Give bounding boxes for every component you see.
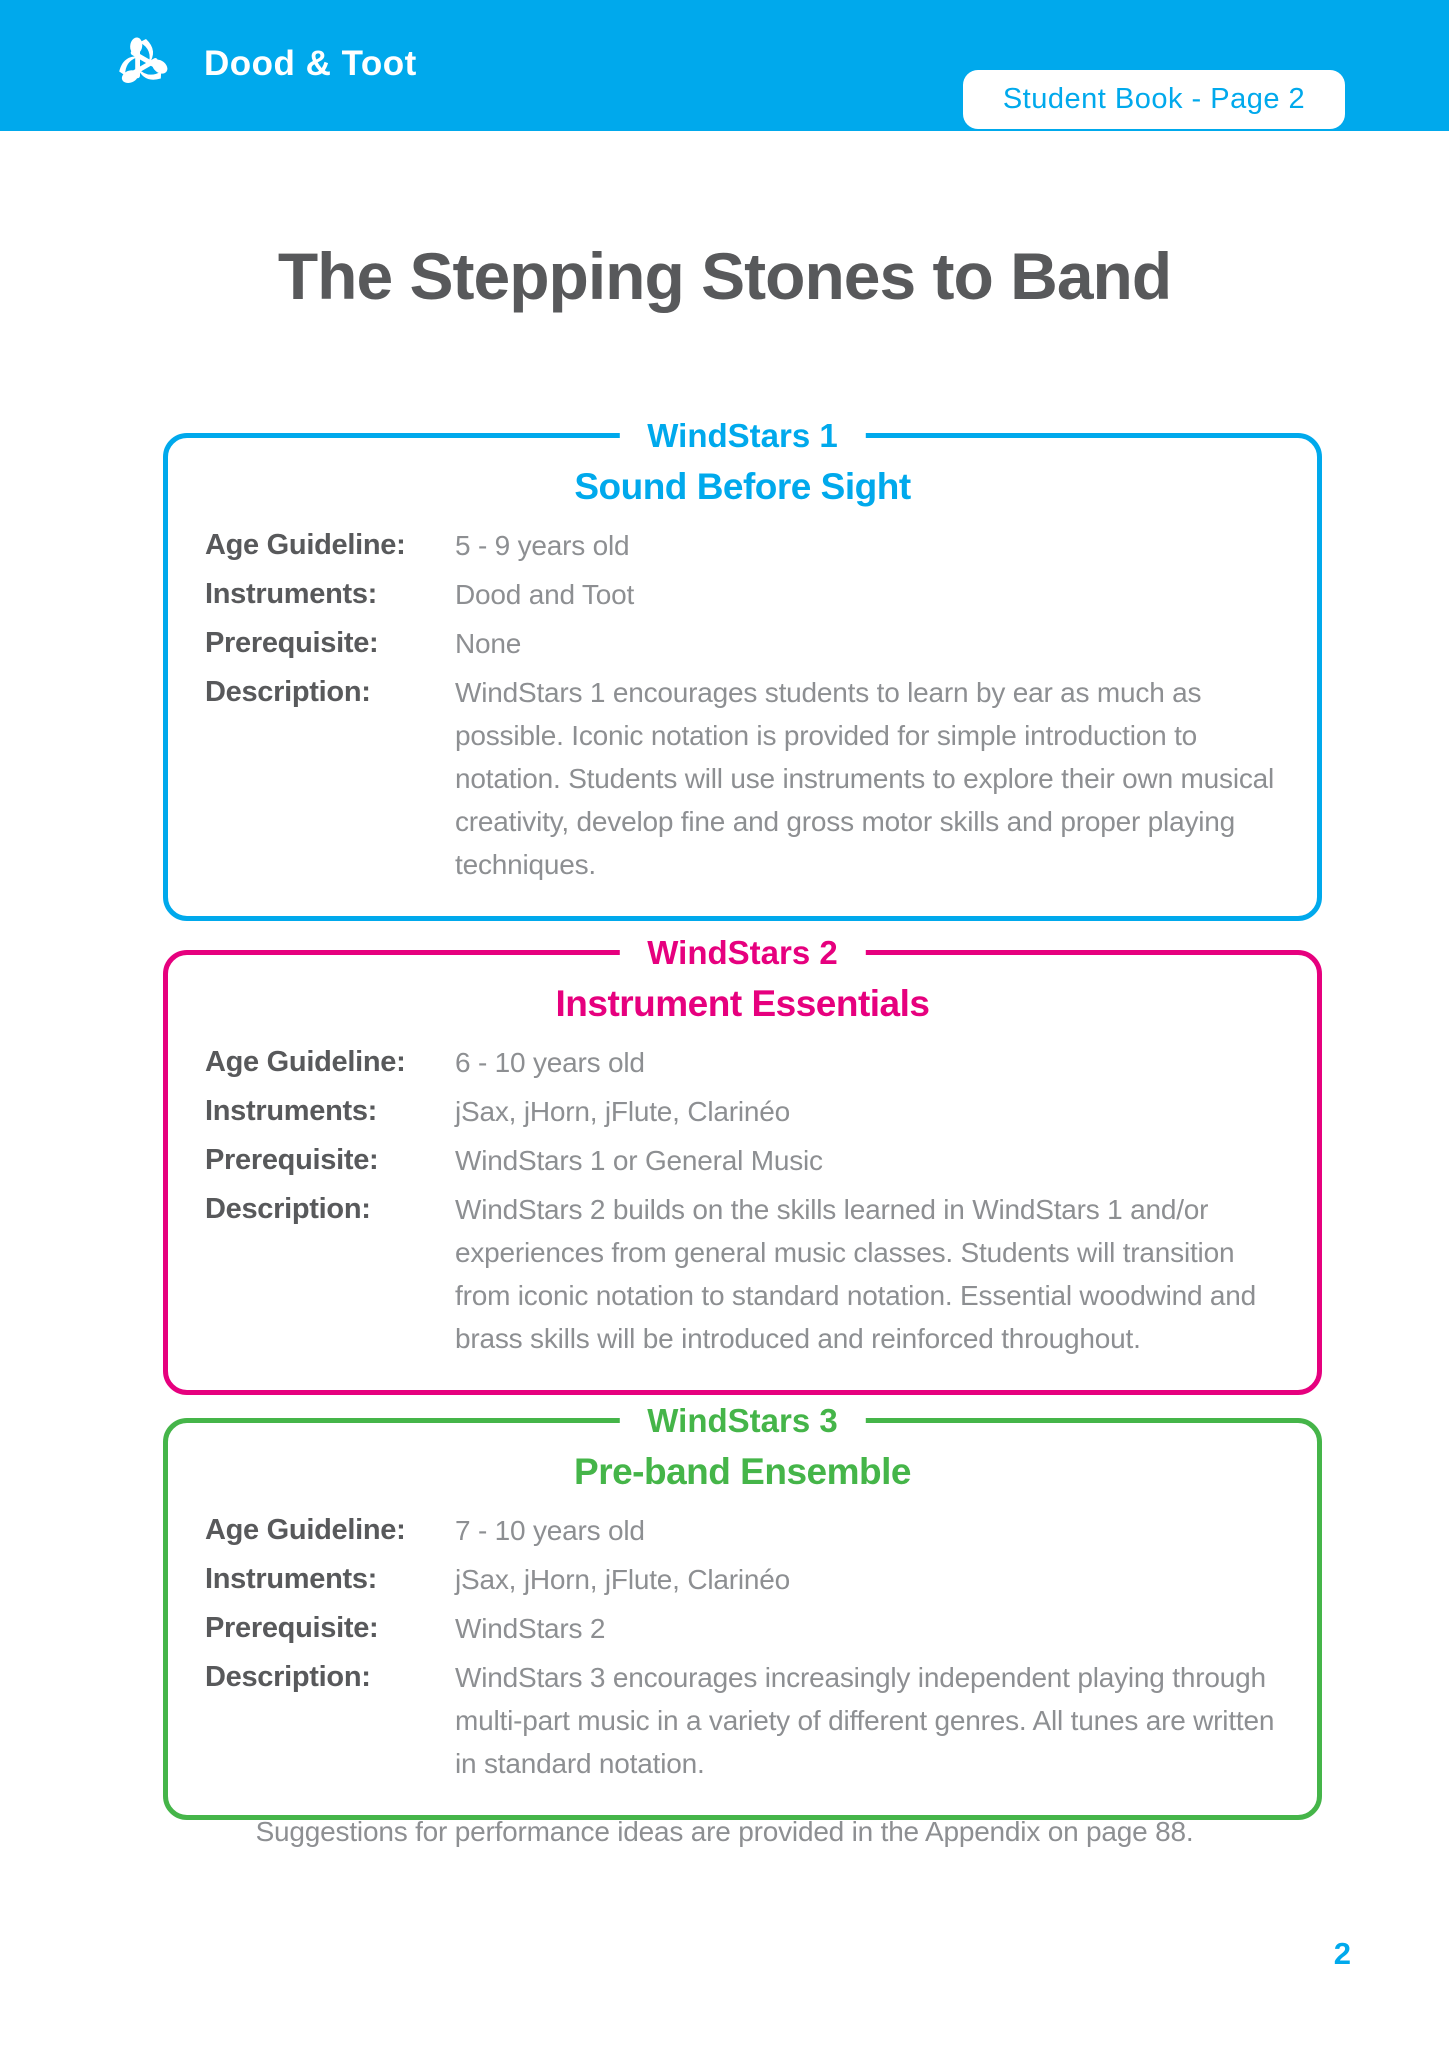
windstars-2-card xyxy=(163,934,1322,1395)
field-label: Age Guideline: xyxy=(205,1046,406,1078)
field-value: WindStars 1 or General Music xyxy=(455,1145,823,1176)
music-notes-logo-icon xyxy=(102,23,182,108)
windstars-2-fields xyxy=(168,1041,1317,1390)
windstars-2-tab-label: WindStars 2 xyxy=(619,934,865,972)
field-label: Description: xyxy=(205,676,371,708)
field-value: WindStars 1 encourages students to learn by ear as much as possible. Iconic notation is provided for simple introduction to notation. Students will use instruments to explore their own musical creativity, develop fine and gross motor skills and proper playing techniques. xyxy=(455,677,1275,880)
field-value: Dood and Toot xyxy=(455,579,635,610)
page-badge-label: Student Book - Page 2 xyxy=(1002,83,1306,115)
field-value: 7 - 10 years old xyxy=(455,1515,645,1546)
field-value: jSax, jHorn, jFlute, Clarinéo xyxy=(455,1096,790,1127)
field-value: None xyxy=(455,628,522,659)
brand-name: Dood & Toot xyxy=(204,43,417,83)
field-value: 6 - 10 years old xyxy=(455,1047,645,1078)
field-row-description xyxy=(205,1656,1297,1785)
field-row-age xyxy=(205,1509,1297,1552)
field-label: Instruments: xyxy=(205,1563,378,1595)
page-number: 2 xyxy=(1333,1936,1351,1971)
appendix-note: Suggestions for performance ideas are provided in the Appendix on page 88. xyxy=(255,1816,1194,1847)
field-row-instruments xyxy=(205,573,1297,616)
field-row-prerequisite xyxy=(205,622,1297,665)
field-value: 5 - 9 years old xyxy=(455,530,630,561)
field-value: WindStars 2 builds on the skills learned in WindStars 1 and/or experiences from general music classes. Students will transition from iconic notation to standard notation. Essential woodwind and brass skills will be introduced and reinforced throughout. xyxy=(455,1194,1257,1354)
header-bar xyxy=(0,0,1449,131)
brand xyxy=(102,0,417,131)
field-row-age xyxy=(205,524,1297,567)
page-title: The Stepping Stones to Band xyxy=(277,239,1172,313)
windstars-3-subtitle: Pre-band Ensemble xyxy=(574,1451,911,1492)
field-label: Prerequisite: xyxy=(205,627,379,659)
field-label: Age Guideline: xyxy=(205,529,406,561)
windstars-2-subtitle: Instrument Essentials xyxy=(555,983,930,1024)
field-label: Description: xyxy=(205,1193,371,1225)
field-row-description xyxy=(205,671,1297,886)
field-row-description xyxy=(205,1188,1297,1360)
field-value: WindStars 3 encourages increasingly independent playing through multi-part music in a variety of different genres. All tunes are written in standard notation. xyxy=(455,1662,1275,1779)
field-row-instruments xyxy=(205,1090,1297,1133)
field-row-instruments xyxy=(205,1558,1297,1601)
windstars-1-card xyxy=(163,417,1322,921)
windstars-3-tab-label: WindStars 3 xyxy=(619,1402,865,1440)
windstars-1-fields xyxy=(168,524,1317,916)
field-row-age xyxy=(205,1041,1297,1084)
field-label: Prerequisite: xyxy=(205,1144,379,1176)
field-label: Prerequisite: xyxy=(205,1612,379,1644)
field-label: Instruments: xyxy=(205,1095,378,1127)
windstars-1-tab-label: WindStars 1 xyxy=(619,417,865,455)
windstars-3-fields xyxy=(168,1509,1317,1815)
field-row-prerequisite xyxy=(205,1139,1297,1182)
windstars-1-subtitle: Sound Before Sight xyxy=(574,466,911,507)
field-label: Instruments: xyxy=(205,578,378,610)
field-value: jSax, jHorn, jFlute, Clarinéo xyxy=(455,1564,790,1595)
windstars-3-card xyxy=(163,1402,1322,1820)
field-label: Description: xyxy=(205,1661,371,1693)
page-badge xyxy=(963,70,1345,129)
field-label: Age Guideline: xyxy=(205,1514,406,1546)
field-row-prerequisite xyxy=(205,1607,1297,1650)
field-value: WindStars 2 xyxy=(455,1613,606,1644)
